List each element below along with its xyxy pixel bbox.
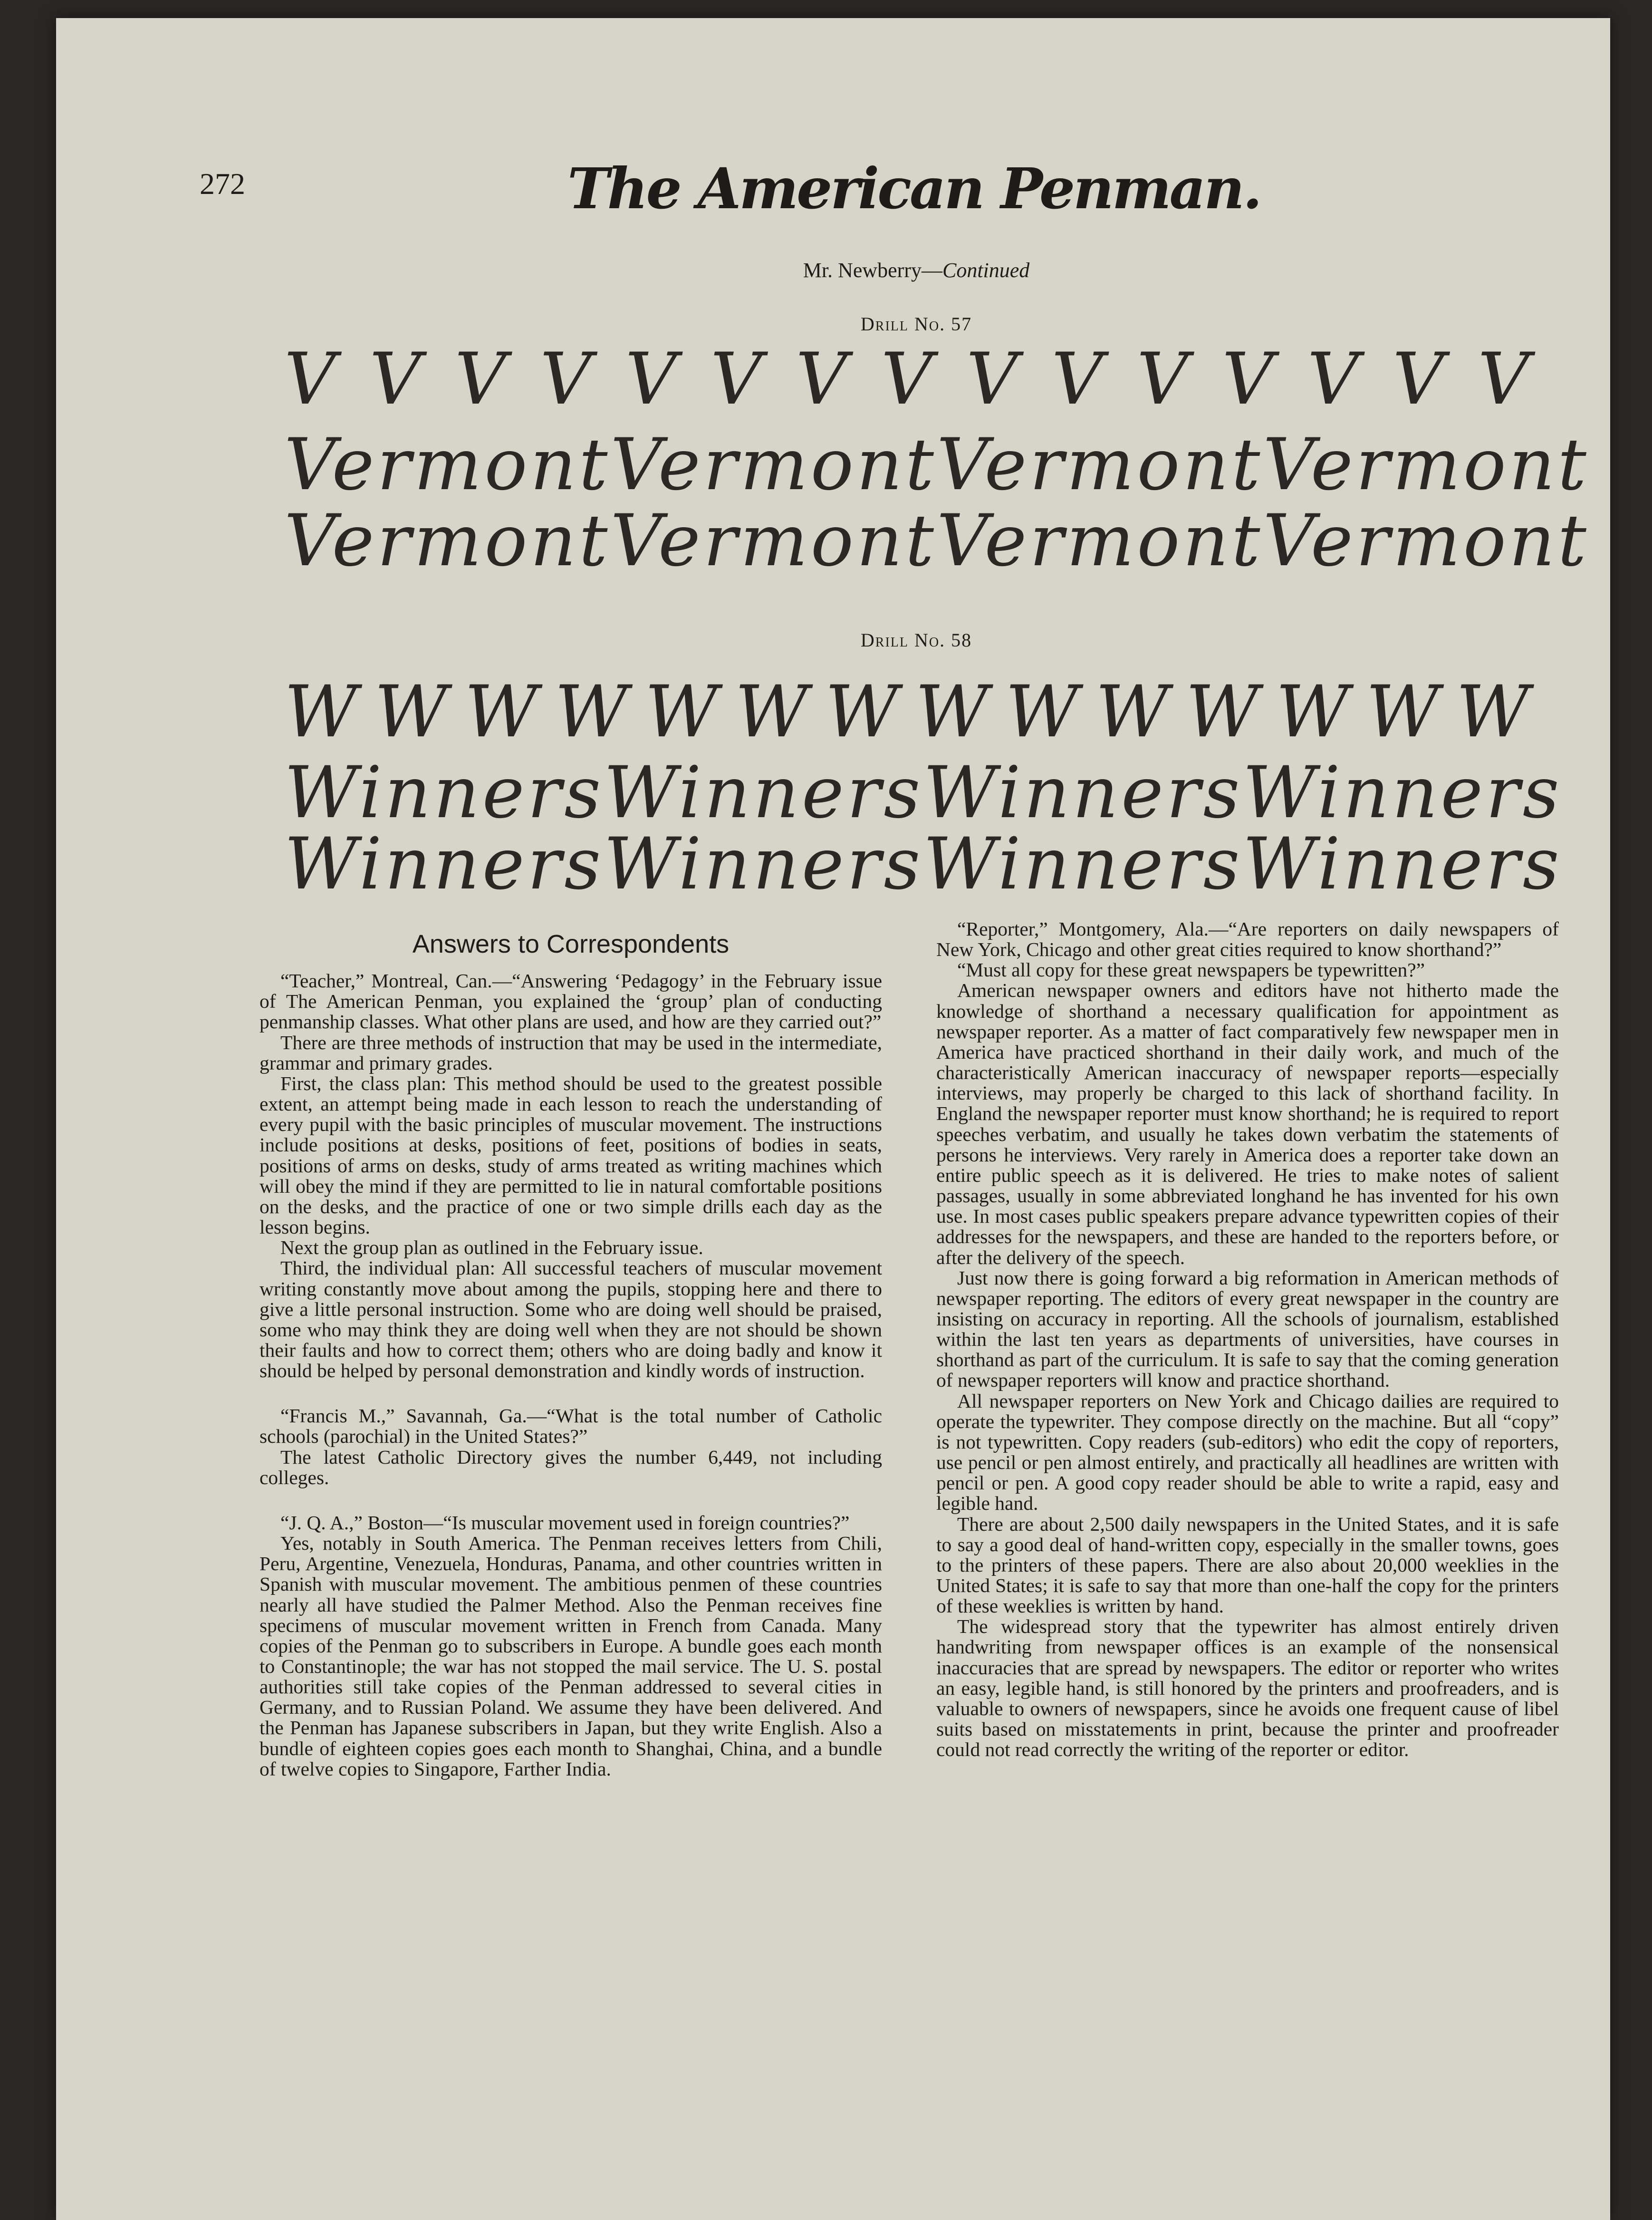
drill-letter: W — [1456, 671, 1529, 753]
paragraph: The widespread story that the typewriter has almost entirely driven handwriting from newspaper offices is an example of the nonsensical inaccuracies that are spread by newspapers. The editor or reporter who writes an easy, legible hand, is still honored by the printers and proofreaders, and is valuable to owners of newspapers, since he avoids one frequent cause of libel suits based on misstatements in print, because the printer and proofreader could not read correctly the writing of the reporter or editor. — [936, 1615, 1559, 1761]
drill-letter: V — [454, 338, 507, 421]
magazine-page — [56, 18, 1610, 2220]
drill-word: Vermont — [610, 424, 937, 506]
drill-letter: V — [1051, 338, 1103, 421]
drill-letter: W — [735, 671, 808, 753]
paragraph: Yes, notably in South America. The Penman receives letters from Chili, Peru, Argentine, Venezuela, Honduras, Panama, and other countries written in Spanish with muscular movement. The ambitious penmen of these countries nearly all have studied the Palmer Method. Also the Penman receives fine specimens of muscular movement written in French from Canada. Many copies of the Penman go to subscribers in Europe. A bundle goes each month to Constantinople; the war has not stopped the mail service. The U. S. postal authorities still take copies of the Penman addressed to several cities in Germany, and to Russian Poland. We assume they have been delivered. And the Penman has Japanese subscribers in Japan, but they write English. Also a bundle of eighteen copies goes each month to Shanghai, China, and a bundle of twelve copies to Singapore, Farther India. — [259, 1532, 882, 1780]
drill-letter: V — [369, 338, 421, 421]
subtitle-suffix: Continued — [942, 259, 1030, 282]
subtitle-name: Mr. Newberry — [803, 259, 922, 282]
paragraph: There are three methods of instruction that may be used in the intermediate, grammar and primary grades. — [259, 1031, 882, 1074]
drill-letter: V — [881, 338, 933, 421]
drill-letter: W — [915, 671, 989, 753]
drill-57-word-row — [284, 424, 1589, 506]
drill-letter: V — [1222, 338, 1274, 421]
paragraph: Next the group plan as outlined in the February issue. — [280, 1236, 703, 1259]
drill-word: Winners — [604, 752, 923, 834]
paragraph: All newspaper reporters on New York and Chicago dailies are required to operate the typewriter. They compose directly on the machine. But all “copy” is not typewritten. Copy readers (sub-editors) who edit the copy of reporters, use pencil or pen almost entirely, and practically all headlines are written with pencil or pen. A good copy reader should be able to write a rapid, easy and legible hand. — [936, 1390, 1559, 1515]
drill-word: Vermont — [1263, 500, 1589, 582]
drill-word: Vermont — [936, 424, 1263, 506]
right-column — [936, 919, 1559, 1760]
drill-letter: W — [374, 671, 448, 753]
drill-letter: W — [825, 671, 899, 753]
paragraph: First, the class plan: This method should be used to the greatest possible extent, an attempt being made in each lesson to reach the understanding of every pupil with the basic principles of muscular movement. The instructions include positions at desks, positions of feet, positions of bodies in seats, positions of arms on desks, study of arms treated as writing machines which will obey the mind if they are permitted to lie in natural comfortable positions on the desks, and the practice of one or two simple drills each day as the lesson begins. — [259, 1072, 882, 1238]
drill-word: Winners — [1242, 823, 1562, 906]
drill-letter: V — [796, 338, 847, 421]
paragraph: “J. Q. A.,” Boston—“Is muscular movement used in foreign countries?” — [280, 1511, 850, 1534]
drill-word: Vermont — [1263, 424, 1589, 506]
paragraph: “Must all copy for these great newspapers be typewritten?” — [957, 959, 1425, 981]
drill-word: Winners — [1242, 752, 1562, 834]
drill-57-letter-row — [284, 338, 1529, 421]
drill-letter: V — [540, 338, 592, 421]
drill-letter: V — [710, 338, 762, 421]
drill-word: Vermont — [610, 500, 937, 582]
drill-letter: W — [1366, 671, 1440, 753]
page-number: 272 — [200, 167, 245, 201]
section-heading: Answers to Correspondents — [412, 930, 730, 958]
paragraph: Just now there is going forward a big reformation in American methods of newspaper reporting. The editors of every great newspaper in the country are insisting on accuracy in reporting. All the schools of journalism, established within the last ten years as departments of universities, have courses in shorthand as part of the curriculum. It is safe to say that the coming generation of newspaper reporters will know and practice shorthand. — [936, 1266, 1559, 1391]
drill-58-word-row — [284, 752, 1562, 834]
drill-letter: V — [1478, 338, 1529, 421]
drill-letter: V — [1136, 338, 1189, 421]
drill-letter: W — [644, 671, 718, 753]
drill-58-title: Drill No. 58 — [860, 629, 972, 651]
drill-letter: V — [625, 338, 677, 421]
drill-word: Vermont — [284, 500, 611, 582]
drill-letter: V — [966, 338, 1018, 421]
paragraph: “Francis M.,” Savannah, Ga.—“What is the total number of Catholic schools (parochial) in the United States?” — [259, 1405, 882, 1448]
drill-57-word-row — [284, 500, 1589, 582]
article-subtitle: Mr. Newberry—Continued — [803, 259, 1030, 282]
paragraph: “Teacher,” Montreal, Can.—“Answering ‘Pedagogy’ in the February issue of The American Penman, you explained the ‘group’ plan of conducting penmanship classes. What other plans are used, and how are they carried out?” — [259, 970, 882, 1033]
drill-word: Winners — [284, 752, 604, 834]
paragraph: Third, the individual plan: All successful teachers of muscular movement writing constantly move about among the pupils, stopping here and there to give a little personal instruction. Some who are doing well should be praised, some who may think they are doing well when they are not should be shown their faults and how to correct them; others who are doing badly and know it should be helped by personal demonstration and kindly words of instruction. — [259, 1257, 882, 1382]
drill-58-word-row — [284, 823, 1562, 906]
drill-word: Vermont — [284, 424, 611, 506]
masthead-logo: The American Penman. — [567, 155, 1261, 222]
drill-58-letter-row — [284, 671, 1529, 753]
drill-letter: V — [284, 338, 336, 421]
drill-letter: V — [1393, 338, 1444, 421]
drill-letter: V — [1307, 338, 1359, 421]
drill-letter: W — [1095, 671, 1169, 753]
drill-word: Winners — [923, 823, 1243, 906]
drill-word: Winners — [923, 752, 1243, 834]
drill-word: Winners — [284, 823, 604, 906]
paragraph: American newspaper owners and editors have not hitherto made the knowledge of shorthand a necessary qualification for appointment as newspaper reporter. As a matter of fact comparatively few newspaper men in America have practiced shorthand in their daily work, and much of the characteristically American inaccuracy of newspaper reports—especially interviews, may properly be charged to this lack of shorthand facility. In England the newspaper reporter must know shorthand; he is required to report speeches verbatim, and usually he takes down verbatim the statements of persons he interviews. Very rarely in America does a reporter take down an entire public speech as it is delivered. He tries to make notes of salient passages, usually in some abbreviated longhand he has invented for his own use. In most cases public speakers prepare advance typewritten copies of their addresses for the newspapers, and these are handed to the reporters before, or after the delivery of the speech. — [936, 979, 1559, 1268]
drill-letter: W — [1276, 671, 1349, 753]
drill-letter: W — [284, 671, 358, 753]
drill-57-title: Drill No. 57 — [860, 313, 972, 335]
drill-letter: W — [1005, 671, 1079, 753]
drill-letter: W — [1185, 671, 1259, 753]
drill-letter: W — [464, 671, 538, 753]
paragraph: There are about 2,500 daily newspapers in the United States, and it is safe to say a good deal of hand-written copy, especially in the smaller towns, goes to the printers of these papers. There are also about 20,000 weeklies in the United States; it is safe to say that more than one-half the copy for the printers of these weeklies is written by hand. — [936, 1513, 1559, 1617]
drill-word: Vermont — [936, 500, 1263, 582]
drill-word: Winners — [604, 823, 923, 906]
paragraph: The latest Catholic Directory gives the number 6,449, not including colleges. — [259, 1446, 882, 1488]
left-column — [259, 931, 882, 1779]
paragraph: “Reporter,” Montgomery, Ala.—“Are reporters on daily newspapers of New York, Chicago and other great cities required to know shorthand?” — [936, 918, 1559, 961]
drill-letter: W — [555, 671, 628, 753]
